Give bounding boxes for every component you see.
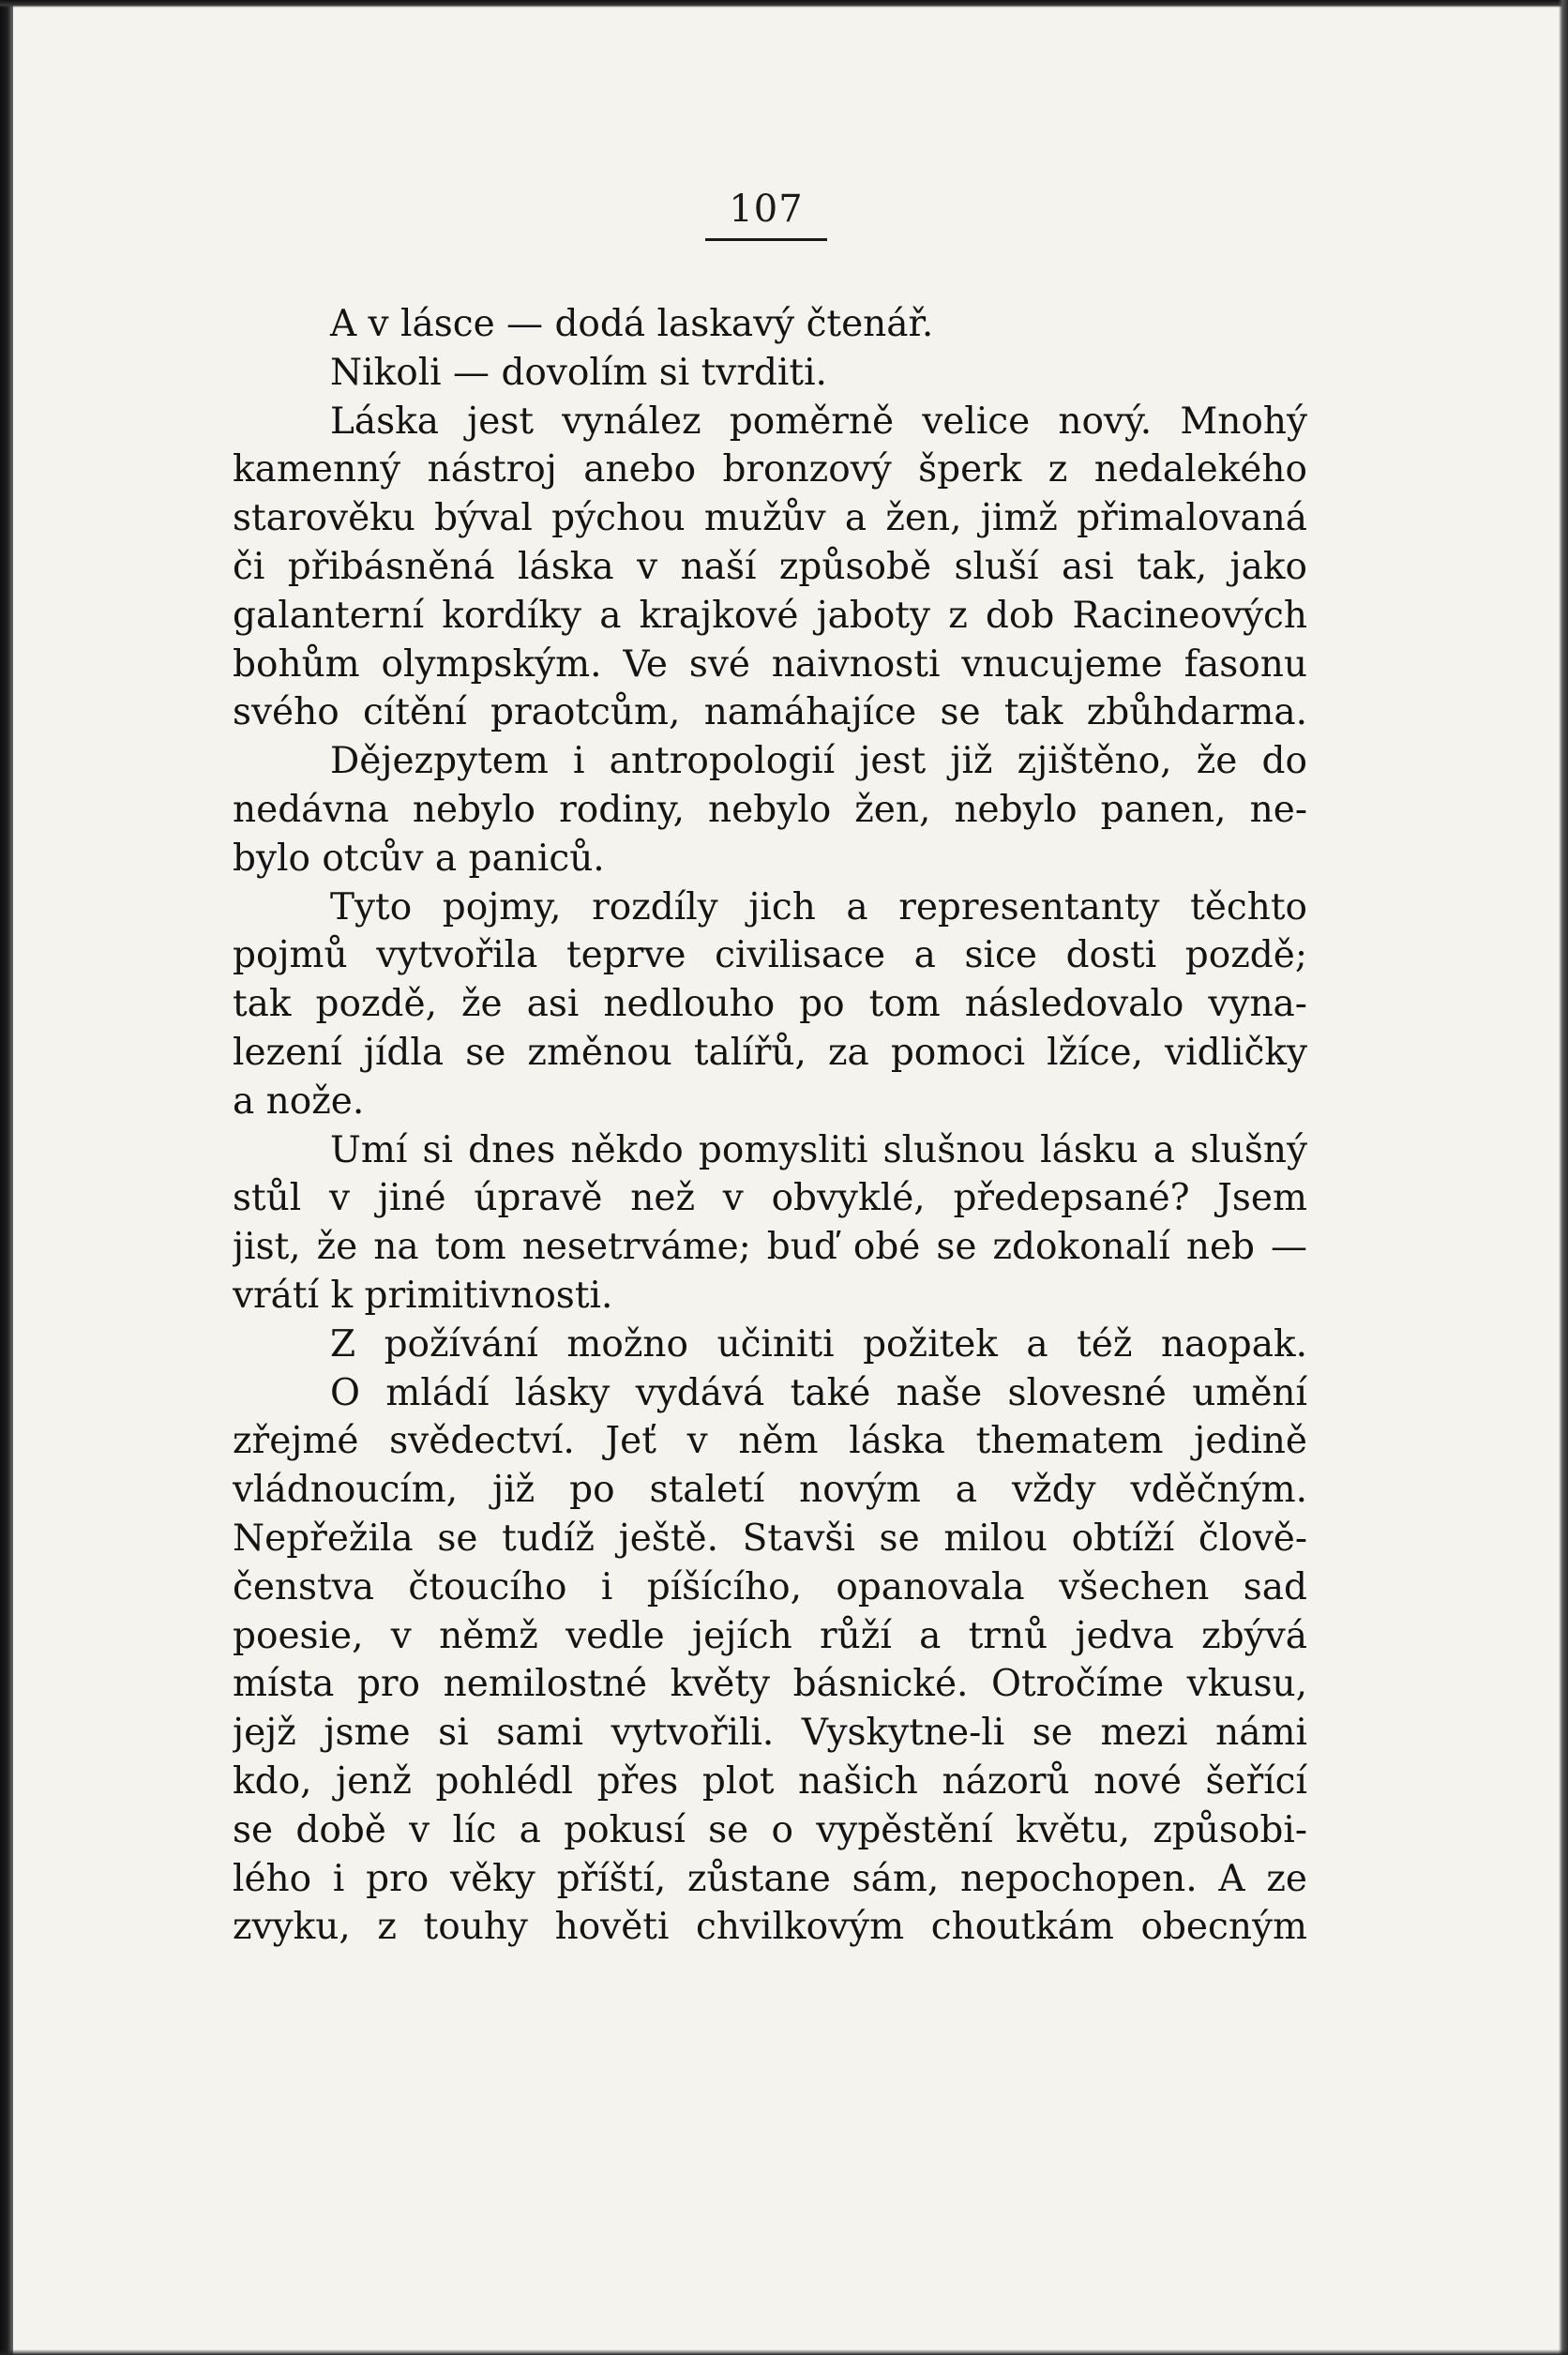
text-line: vládnoucím, již po staletí novým a vždy vděčným. bbox=[233, 1469, 1307, 1512]
text-line: čenstva čtoucího i píšícího, opanovala všechen sad bbox=[233, 1565, 1307, 1608]
text-line: Nepřežila se tudíž ještě. Stavši se milou obtíží člově- bbox=[233, 1517, 1307, 1560]
text-line: Tyto pojmy, rozdíly jich a representanty těchto bbox=[330, 885, 1307, 928]
text-line: pojmů vytvořila teprve civilisace a sice dosti pozdě; bbox=[233, 934, 1307, 977]
text-line: O mládí lásky vydává také naše slovesné umění bbox=[330, 1371, 1307, 1414]
text-line: nedávna nebylo rodiny, nebylo žen, nebylo panen, ne- bbox=[233, 788, 1307, 831]
text-line: vrátí k primitivnosti. bbox=[233, 1274, 613, 1317]
text-line: kdo, jenž pohlédl přes plot našich názorů nové šeřící bbox=[233, 1759, 1307, 1803]
body-text bbox=[233, 300, 1307, 1952]
text-line: Dějezpytem i antropologií jest již zjištěno, že do bbox=[330, 740, 1307, 783]
text-line: poesie, v němž vedle jejích růží a trnů jedva zbývá bbox=[233, 1614, 1307, 1657]
text-line: lého i pro věky příští, zůstane sám, nepochopen. A ze bbox=[233, 1857, 1307, 1900]
text-line: svého cítění praotcům, namáhajíce se tak zbůhdarma. bbox=[233, 691, 1307, 734]
text-line: Nikoli — dovolím si tvrditi. bbox=[330, 351, 827, 394]
text-line: galanterní kordíky a krajkové jaboty z dob Racineových bbox=[233, 594, 1307, 637]
text-line: Umí si dnes někdo pomysliti slušnou lásku a slušný bbox=[330, 1128, 1307, 1171]
page-number-rule bbox=[705, 238, 827, 241]
bottom-page-edge bbox=[0, 2349, 1568, 2355]
text-line: A v lásce — dodá laskavý čtenář. bbox=[330, 303, 934, 345]
text-line: zvyku, z touhy hověti chvilkovým choutkám obecným bbox=[233, 1906, 1307, 1949]
text-line: a nože. bbox=[233, 1079, 365, 1123]
text-line: Láska jest vynález poměrně velice nový. Mnohý bbox=[330, 400, 1307, 443]
text-line: či přibásněná láska v naší způsobě sluší asi tak, jako bbox=[233, 545, 1307, 588]
text-line: stůl v jiné úpravě než v obvyklé, předepsané? Jsem bbox=[233, 1177, 1307, 1220]
text-line: se době v líc a pokusí se o vypěstění květu, způsobi- bbox=[233, 1808, 1307, 1851]
right-page-edge bbox=[1559, 0, 1568, 2355]
text-line: jejž jsme si sami vytvořili. Vyskytne-li se mezi námi bbox=[233, 1712, 1307, 1755]
page-number: 107 bbox=[729, 188, 804, 231]
text-line: kamenný nástroj anebo bronzový šperk z nedalekého bbox=[233, 448, 1307, 491]
text-line: zřejmé svědectví. Jeť v něm láska thematem jedině bbox=[233, 1420, 1307, 1463]
text-line: místa pro nemilostné květy básnické. Otročíme vkusu, bbox=[233, 1663, 1307, 1706]
text-line: jist, že na tom nesetrváme; buď obé se zdokonalí neb — bbox=[233, 1226, 1307, 1269]
binding-edge bbox=[0, 0, 13, 2355]
text-line: bylo otcův a paniců. bbox=[233, 837, 605, 880]
text-line: bohům olympským. Ve své naivnosti vnucujeme fasonu bbox=[233, 642, 1307, 686]
text-line: Z požívání možno učiniti požitek a též naopak. bbox=[330, 1322, 1307, 1366]
text-line: tak pozdě, že asi nedlouho po tom následovalo vyna- bbox=[233, 983, 1307, 1026]
text-line: starověku býval pýchou mužův a žen, jimž přimalovaná bbox=[233, 497, 1307, 540]
text-line: lezení jídla se změnou talířů, za pomoci lžíce, vidličky bbox=[233, 1031, 1307, 1074]
top-page-edge bbox=[0, 0, 1568, 8]
